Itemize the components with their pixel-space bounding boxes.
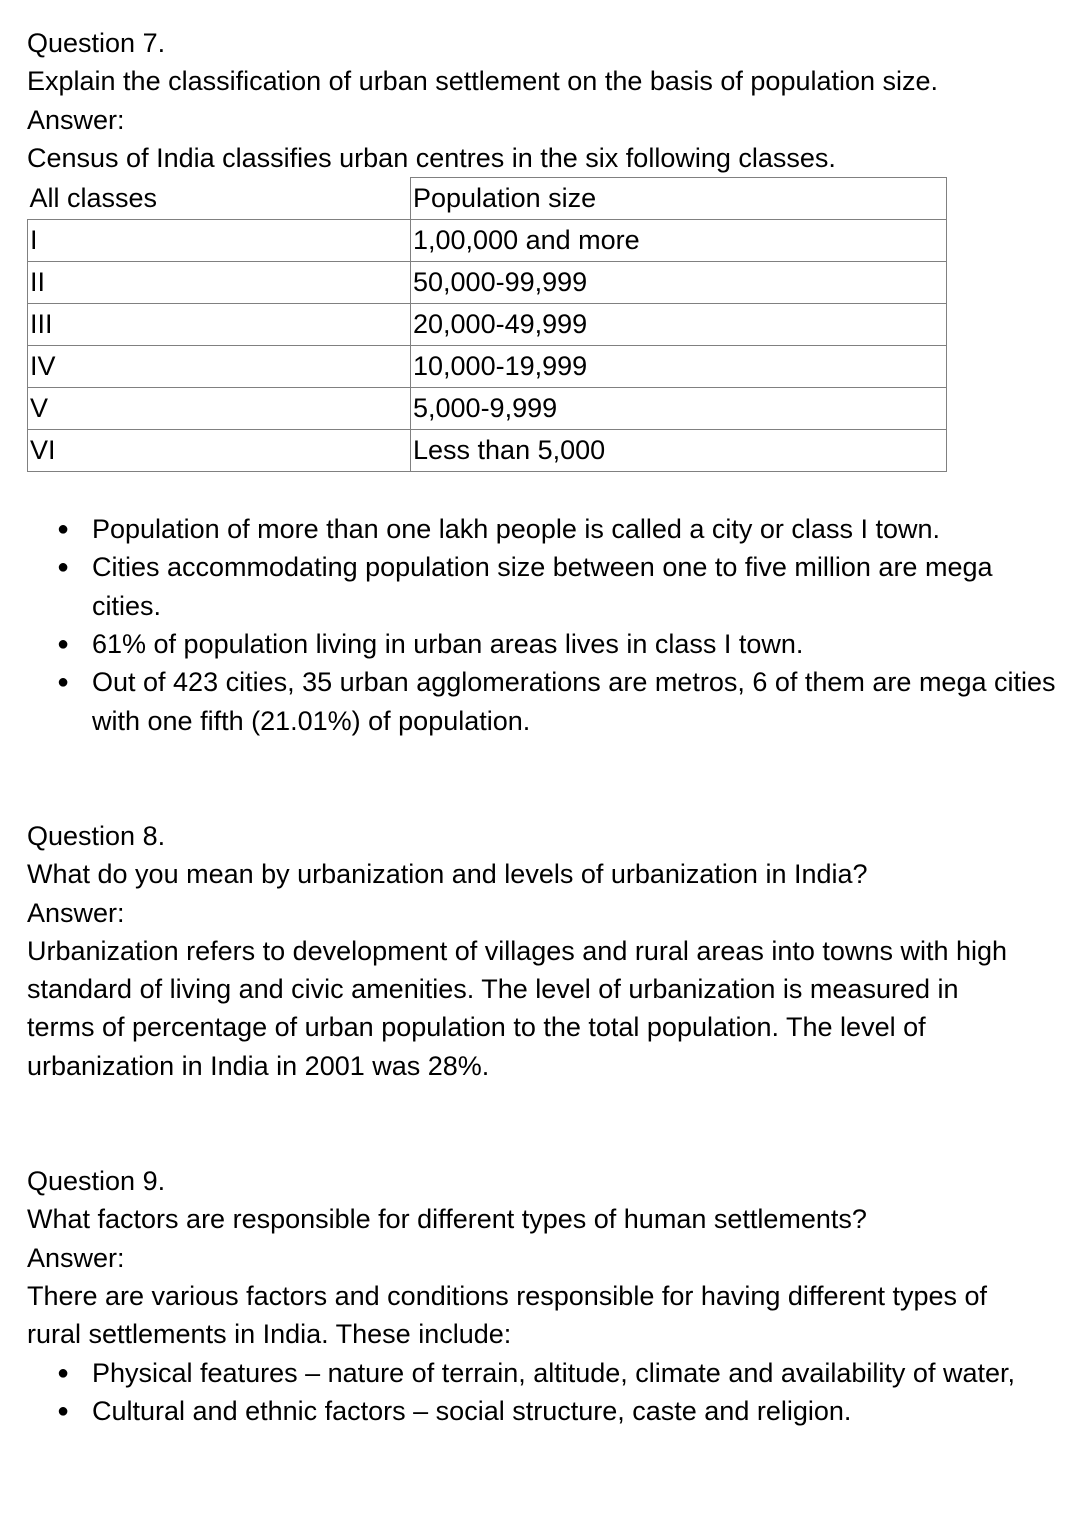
answer-label: Answer: [27, 897, 125, 928]
answer-text: There are various factors and conditions responsible for having different types of rural settlements in India. These include: [27, 1280, 988, 1350]
answer-bullet-list [27, 510, 1067, 740]
list-item-text: Cultural and ethnic factors – social structure, caste and religion. [92, 1395, 852, 1426]
document-page [27, 24, 1067, 1430]
list-item [27, 548, 1057, 625]
table-row [28, 346, 947, 388]
table-header-row [28, 178, 947, 220]
bullet-icon: ● [57, 633, 70, 656]
question-text: Explain the classification of urban settlement on the basis of population size. [27, 66, 939, 97]
list-item-text: Out of 423 cities, 35 urban agglomerations are metros, 6 of them are mega cities with one fifth (21.01%) of population. [92, 667, 1056, 736]
table-cell: I [28, 220, 411, 262]
question-7-section [27, 24, 1067, 740]
table-cell: 20,000-49,999 [411, 304, 947, 346]
question-text: What factors are responsible for different types of human settlements? [27, 1204, 867, 1235]
question-heading: Question 8. [27, 820, 166, 851]
table-row [28, 220, 947, 262]
table-cell: V [28, 388, 411, 430]
list-item-text: Population of more than one lakh people is called a city or class I town. [92, 514, 940, 545]
table-row [28, 430, 947, 472]
table-cell: 10,000-19,999 [411, 346, 947, 388]
table-cell: 5,000-9,999 [411, 388, 947, 430]
table-row [28, 262, 947, 304]
table-cell: Less than 5,000 [411, 430, 947, 472]
list-item-text: Physical features – nature of terrain, altitude, climate and availability of water, [92, 1357, 1015, 1388]
answer-intro: Census of India classifies urban centres in the six following classes. [27, 142, 836, 173]
question-text: What do you mean by urbanization and levels of urbanization in India? [27, 859, 868, 890]
list-item-text: Cities accommodating population size between one to five million are mega cities. [92, 552, 993, 621]
answer-label: Answer: [27, 104, 125, 135]
bullet-icon: ● [57, 1399, 70, 1422]
bullet-icon: ● [57, 1361, 70, 1384]
bullet-icon: ● [57, 671, 70, 694]
list-item [27, 510, 1057, 548]
table-cell: 50,000-99,999 [411, 262, 947, 304]
bullet-icon: ● [57, 556, 70, 579]
list-item [27, 1354, 1057, 1392]
answer-bullet-list [27, 1354, 1067, 1431]
table-cell: IV [28, 346, 411, 388]
answer-label: Answer: [27, 1242, 125, 1273]
table-cell: VI [28, 430, 411, 472]
list-item [27, 625, 1057, 663]
question-9-section [27, 1162, 1067, 1430]
list-item-text: 61% of population living in urban areas lives in class I town. [92, 629, 804, 660]
table-header-cell: Population size [411, 178, 947, 220]
table-cell: III [28, 304, 411, 346]
question-heading: Question 7. [27, 28, 166, 58]
bullet-icon: ● [57, 518, 70, 541]
question-heading: Question 9. [27, 1166, 166, 1197]
question-8-section [27, 817, 1067, 1085]
list-item [27, 663, 1057, 740]
answer-text: Urbanization refers to development of villages and rural areas into towns with high standard of living and civic amenities. The level of urbanization is measured in terms of percentage of urban population to the total population. The level of urbanization in India in 2001 was 28%. [27, 935, 1008, 1081]
urban-classes-table [27, 177, 947, 472]
table-row [28, 304, 947, 346]
list-item [27, 1392, 1057, 1430]
table-cell: II [28, 262, 411, 304]
table-cell: 1,00,000 and more [411, 220, 947, 262]
table-row [28, 388, 947, 430]
table-header-cell: All classes [28, 178, 411, 220]
